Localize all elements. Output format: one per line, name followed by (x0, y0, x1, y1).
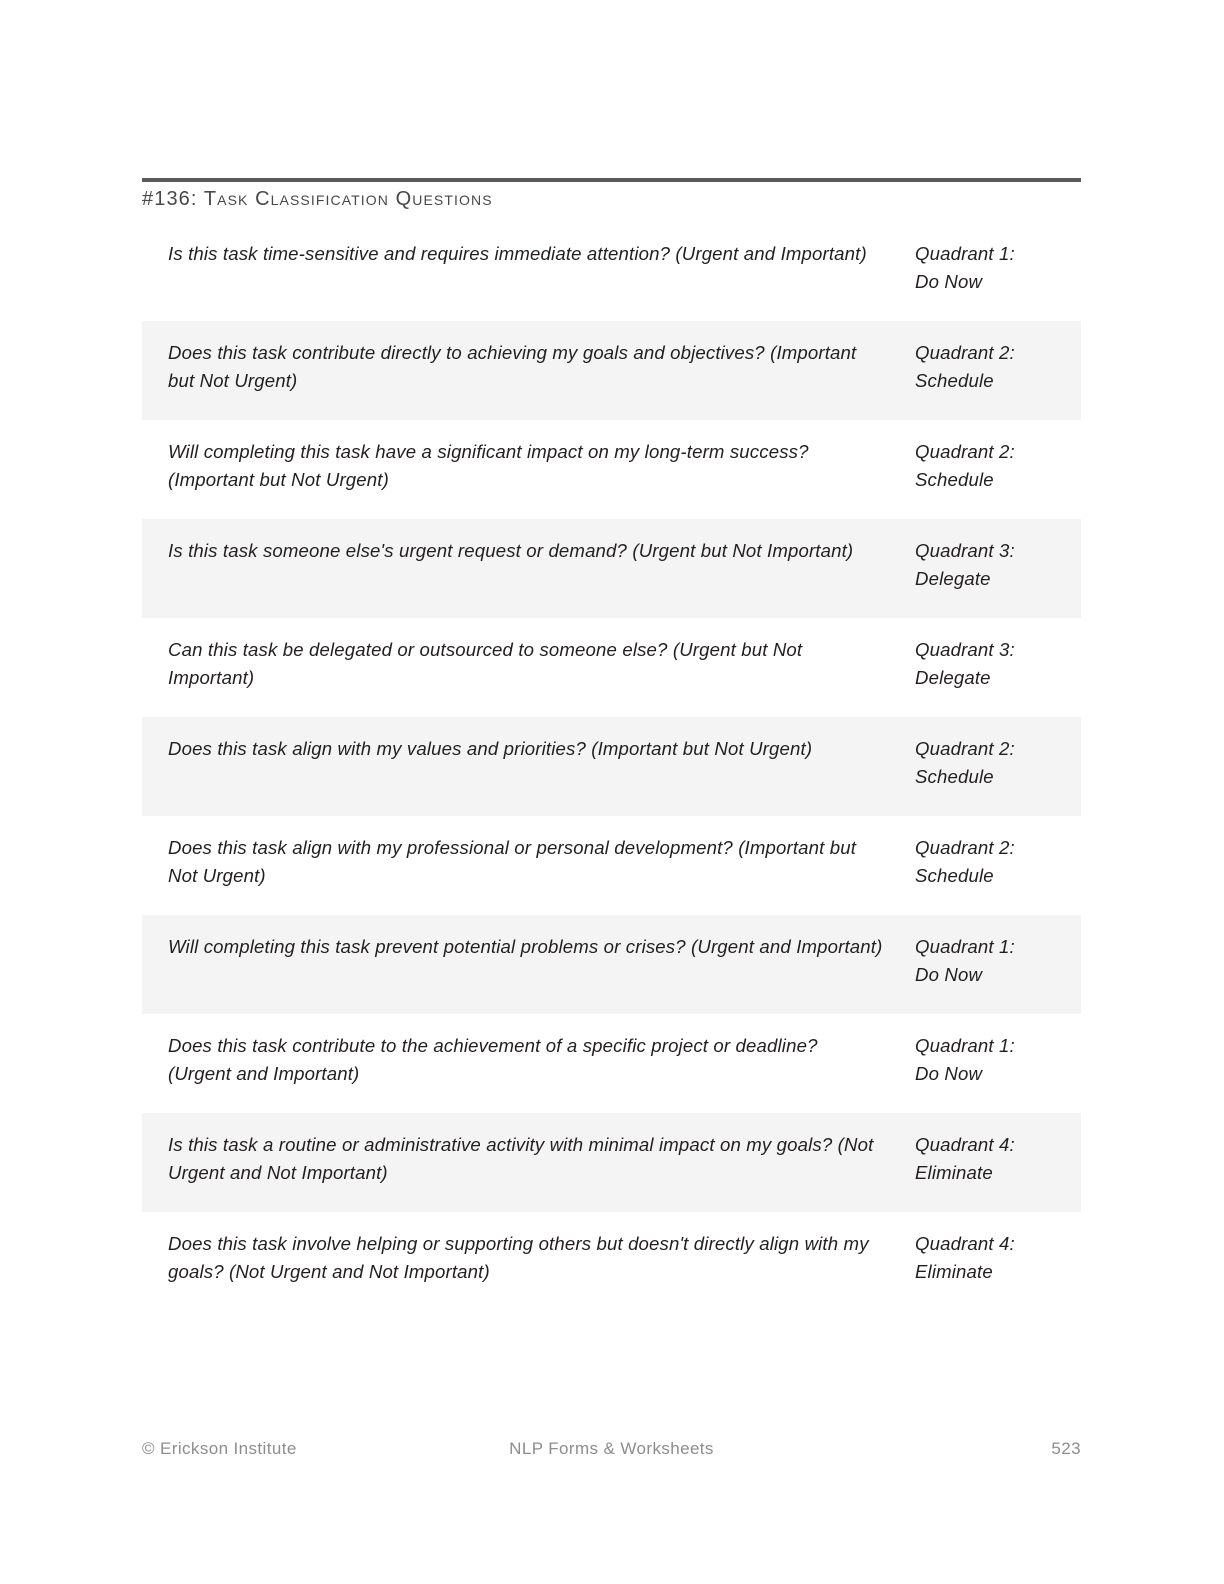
question-cell: Does this task align with my values and priorities? (Important but Not Urgent) (168, 738, 813, 759)
quadrant-label: Quadrant 1: (915, 936, 1015, 957)
question-cell: Does this task contribute directly to achieving my goals and objectives? (Important but Not Urgent) (168, 342, 857, 391)
question-cell: Does this task involve helping or supporting others but doesn't directly align with my goals? (Not Urgent and Not Important) (168, 1233, 869, 1282)
quadrant-action: Delegate (915, 567, 991, 589)
quadrant-label: Quadrant 1: (915, 243, 1015, 264)
quadrant-action: Schedule (915, 369, 994, 391)
table-row (142, 1014, 1081, 1113)
quadrant-cell (915, 1230, 1081, 1285)
table-row (142, 1212, 1081, 1311)
quadrant-action: Eliminate (915, 1161, 993, 1183)
table-row (142, 321, 1081, 420)
quadrant-action: Do Now (915, 1062, 983, 1084)
table-row (142, 519, 1081, 618)
quadrant-action: Delegate (915, 666, 991, 688)
table-row (142, 420, 1081, 519)
page-title: #136: Task Classification Questions (142, 188, 493, 210)
quadrant-cell (915, 735, 1081, 790)
quadrant-label: Quadrant 4: (915, 1134, 1015, 1155)
footer-page-number: 523 (1051, 1439, 1081, 1458)
quadrant-label: Quadrant 2: (915, 441, 1015, 462)
quadrant-label: Quadrant 1: (915, 1035, 1015, 1056)
quadrant-cell (915, 933, 1081, 988)
quadrant-cell (915, 1032, 1081, 1087)
table-row (142, 618, 1081, 717)
quadrant-label: Quadrant 2: (915, 738, 1015, 759)
quadrant-action: Do Now (915, 270, 983, 292)
question-cell: Does this task contribute to the achievement of a specific project or deadline? (Urgent and Important) (168, 1035, 818, 1084)
quadrant-label: Quadrant 2: (915, 342, 1015, 363)
footer-copyright: © Erickson Institute (142, 1439, 297, 1458)
quadrant-cell (915, 1131, 1081, 1186)
table-row (142, 915, 1081, 1014)
quadrant-action: Do Now (915, 963, 983, 985)
quadrant-action: Schedule (915, 765, 994, 787)
question-cell: Is this task someone else's urgent request or demand? (Urgent but Not Important) (168, 540, 854, 561)
task-classification-table (142, 222, 1081, 1311)
table-row (142, 717, 1081, 816)
question-cell: Will completing this task have a significant impact on my long-term success? (Important but Not Urgent) (168, 441, 809, 490)
footer-document-title: NLP Forms & Worksheets (509, 1439, 714, 1458)
quadrant-label: Quadrant 3: (915, 540, 1015, 561)
question-cell: Can this task be delegated or outsourced to someone else? (Urgent but Not Important) (168, 639, 803, 688)
quadrant-cell (915, 438, 1081, 493)
header-rule (142, 178, 1081, 182)
quadrant-label: Quadrant 4: (915, 1233, 1015, 1254)
question-cell: Is this task a routine or administrative activity with minimal impact on my goals? (Not Urgent and Not Important) (168, 1134, 874, 1183)
quadrant-cell (915, 834, 1081, 889)
quadrant-action: Eliminate (915, 1260, 993, 1282)
quadrant-label: Quadrant 3: (915, 639, 1015, 660)
question-cell: Is this task time-sensitive and requires immediate attention? (Urgent and Important) (168, 243, 867, 264)
question-cell: Does this task align with my professional or personal development? (Important but Not Urgent) (168, 837, 857, 886)
quadrant-label: Quadrant 2: (915, 837, 1015, 858)
quadrant-cell (915, 240, 1081, 295)
quadrant-cell (915, 537, 1081, 592)
quadrant-cell (915, 339, 1081, 394)
page-footer (142, 1436, 1081, 1462)
question-cell: Will completing this task prevent potential problems or crises? (Urgent and Important) (168, 936, 883, 957)
quadrant-cell (915, 636, 1081, 691)
table-row (142, 816, 1081, 915)
table-row (142, 222, 1081, 321)
quadrant-action: Schedule (915, 468, 994, 490)
table-row (142, 1113, 1081, 1212)
quadrant-action: Schedule (915, 864, 994, 886)
